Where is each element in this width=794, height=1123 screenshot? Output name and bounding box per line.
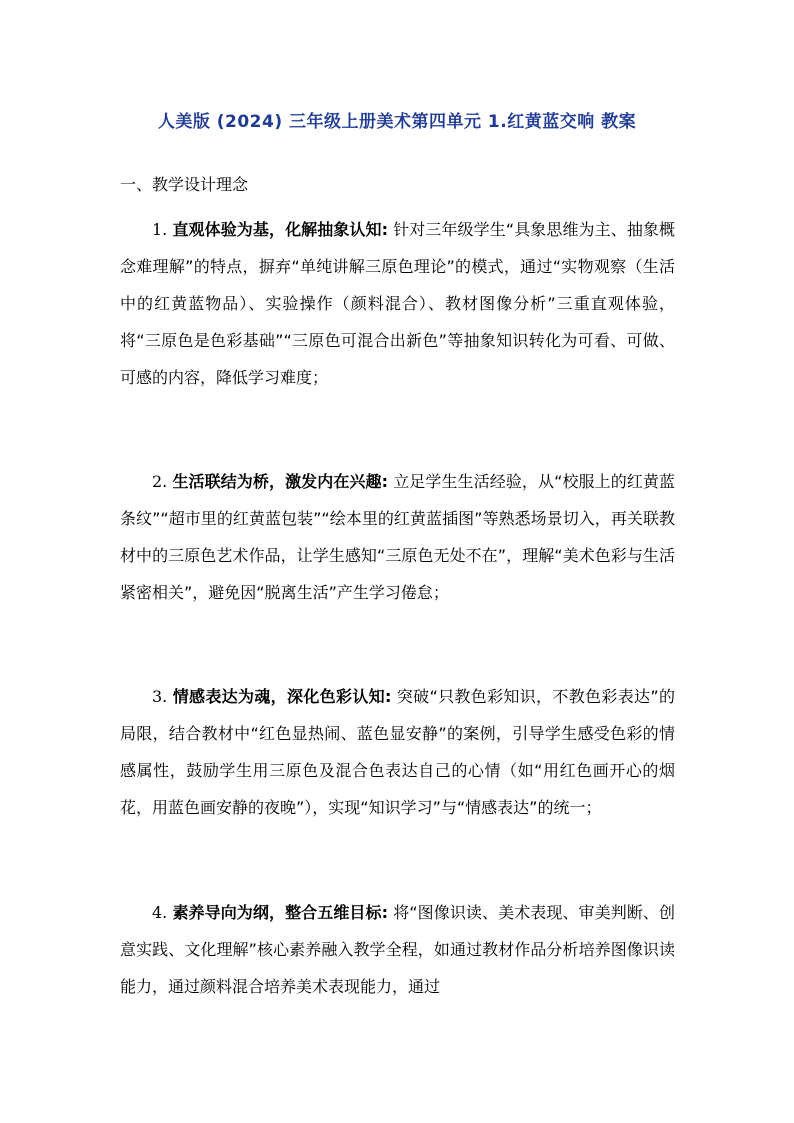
paragraph-body: 将“图像识读、美术表现、审美判断、创意实践、文化理解”核心素养融入教学全程，如通过教材作品分析培养图像识读能力，通过颜料混合培养美术表现能力，通过 bbox=[120, 903, 676, 996]
paragraph-lead: 生活联结为桥，激发内在兴趣: bbox=[172, 472, 389, 491]
paragraph-3 bbox=[120, 678, 675, 826]
paragraph-number: 3. bbox=[152, 687, 168, 706]
document-title: 人美版 (2024) 三年级上册美术第四单元 1.红黄蓝交响 教案 bbox=[157, 112, 637, 132]
paragraph-number: 2. bbox=[152, 472, 168, 491]
paragraph-lead: 情感表达为魂，深化色彩认知: bbox=[172, 687, 392, 706]
paragraph-1 bbox=[120, 211, 675, 396]
paragraph-number: 1. bbox=[152, 220, 168, 239]
paragraph-lead: 素养导向为纲，整合五维目标: bbox=[172, 903, 389, 922]
paragraph-body: 立足学生生活经验，从“校服上的红黄蓝条纹”“超市里的红黄蓝包装”“绘本里的红黄蓝插图”等熟悉场景切入，再关联教材中的三原色艺术作品，让学生感知“三原色无处不在”，理解“美术色彩与生活紧密相关”，避免因“脱离生活”产生学习倦怠； bbox=[120, 472, 676, 602]
paragraph-2 bbox=[120, 463, 675, 611]
paragraph-body: 针对三年级学生“具象思维为主、抽象概念难理解”的特点，摒弃“单纯讲解三原色理论”的模式，通过“实物观察（生活中的红黄蓝物品）、实验操作（颜料混合）、教材图像分析”三重直观体验，将“三原色是色彩基础”“三原色可混合出新色”等抽象知识转化为可看、可做、可感的内容，降低学习难度； bbox=[120, 220, 676, 387]
paragraph-number: 4. bbox=[152, 903, 168, 922]
paragraph-lead: 直观体验为基，化解抽象认知: bbox=[172, 220, 389, 239]
paragraph-body: 突破“只教色彩知识，不教色彩表达”的局限，结合教材中“红色显热闹、蓝色显安静”的案例，引导学生感受色彩的情感属性，鼓励学生用三原色及混合色表达自己的心情（如“用红色画开心的烟花，用蓝色画安静的夜晚”），实现“知识学习”与“情感表达”的统一； bbox=[120, 687, 675, 817]
paragraph-4 bbox=[120, 894, 675, 1005]
section-heading: 一、教学设计理念 bbox=[120, 175, 249, 194]
